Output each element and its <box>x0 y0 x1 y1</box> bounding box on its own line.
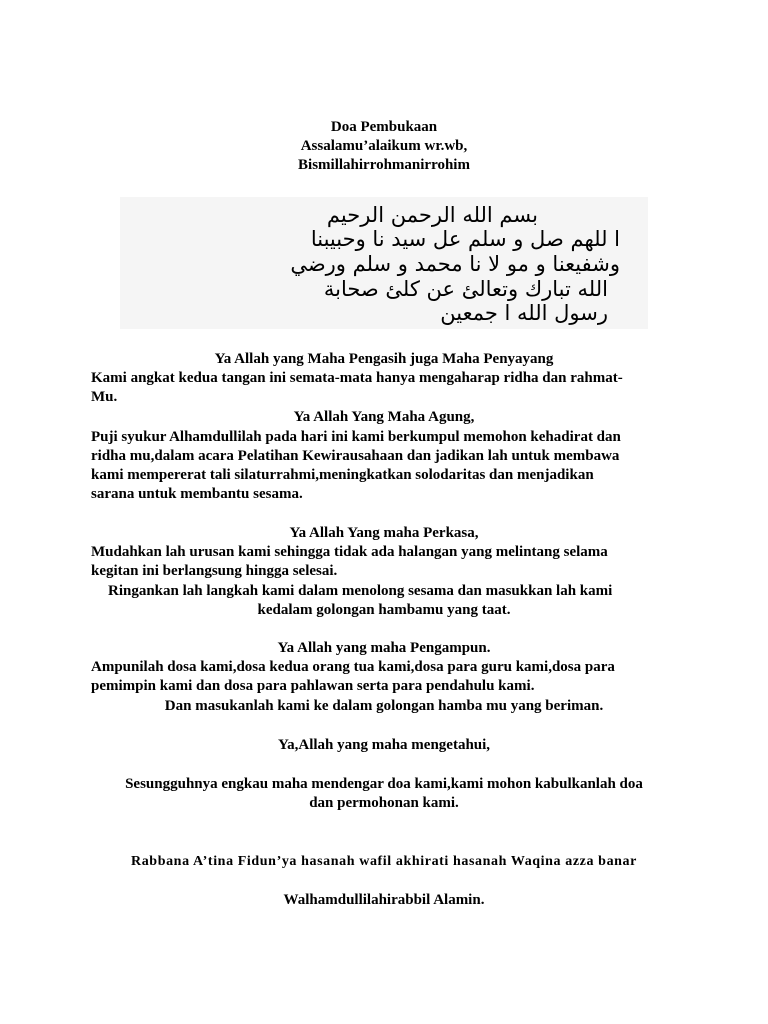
prayer-line-14: Ya Allah yang maha Pengampun. <box>277 640 491 656</box>
arabic-line-5: رسول الله ا جمعين <box>440 301 608 325</box>
prayer-line-7: kami mempererat tali silaturrahmi,meningkatkan solodaritas dan menjadikan <box>91 467 594 483</box>
arabic-line-1: بسم الله الرحمن الرحيم <box>326 203 538 227</box>
prayer-line-8: sarana untuk membantu sesama. <box>91 486 303 502</box>
prayer-line-16: pemimpin kami dan dosa para pahlawan serta para pendahulu kami. <box>91 678 535 694</box>
prayer-line-13: kedalam golongan hambamu yang taat. <box>257 602 511 618</box>
prayer-line-21: Rabbana A’tina Fidun’ya hasanah wafil akhirati hasanah Waqina azza banar <box>131 854 637 869</box>
arabic-line-3: وشفيعنا و مو لا نا محمد و سلم ورضي <box>290 252 620 276</box>
arabic-prayer-image <box>120 197 648 329</box>
prayer-line-15: Ampunilah dosa kami,dosa kedua orang tua kami,dosa para guru kami,dosa para <box>91 659 615 675</box>
prayer-line-6: ridha mu,dalam acara Pelatihan Kewirausahaan dan jadikan lah untuk membawa <box>91 448 620 464</box>
prayer-line-2: Kami angkat kedua tangan ini semata-mata hanya mengaharap ridha dan rahmat- <box>91 370 623 386</box>
document-title: Doa Pembukaan <box>330 119 438 135</box>
prayer-line-12: Ringankan lah langkah kami dalam menolong sesama dan masukkan lah kami <box>108 583 613 599</box>
arabic-line-2: ا للهم صل و سلم عل سيد نا وحبيبنا <box>310 227 620 251</box>
prayer-line-11: kegitan ini berlangsung hingga selesai. <box>91 563 338 579</box>
prayer-line-1: Ya Allah yang Maha Pengasih juga Maha Penyayang <box>214 351 554 367</box>
greeting-line: Assalamu’alaikum wr.wb, <box>300 138 468 154</box>
prayer-line-3: Mu. <box>91 389 118 405</box>
closing-line: Walhamdullilahirabbil Alamin. <box>283 892 485 908</box>
basmalah-line: Bismillahirrohmanirrohim <box>298 157 470 173</box>
prayer-line-5: Puji syukur Alhamdullilah pada hari ini kami berkumpul memohon kehadirat dan <box>91 429 621 445</box>
prayer-line-18: Ya,Allah yang maha mengetahui, <box>277 737 491 753</box>
prayer-line-20: dan permohonan kami. <box>309 795 459 811</box>
prayer-line-19: Sesungguhnya engkau maha mendengar doa kami,kami mohon kabulkanlah doa <box>125 776 643 792</box>
prayer-line-10: Mudahkan lah urusan kami sehingga tidak ada halangan yang melintang selama <box>91 544 608 560</box>
prayer-line-17: Dan masukanlah kami ke dalam golongan hamba mu yang beriman. <box>164 698 604 714</box>
prayer-line-4: Ya Allah Yang Maha Agung, <box>293 409 475 425</box>
arabic-line-4: الله تبارك وتعالئ عن كلئ صحابة <box>323 277 608 301</box>
prayer-line-9: Ya Allah Yang maha Perkasa, <box>289 525 479 541</box>
